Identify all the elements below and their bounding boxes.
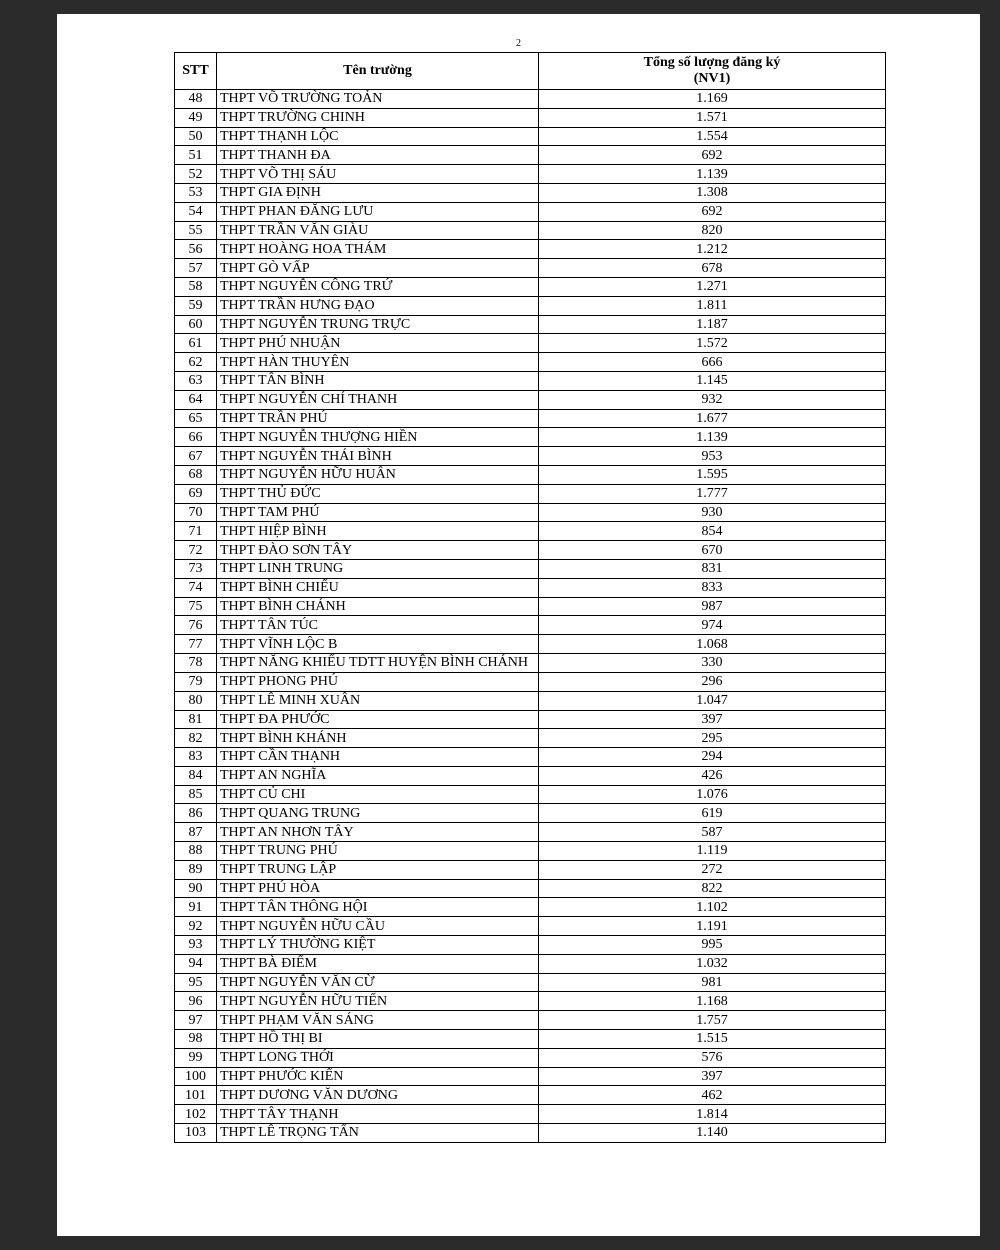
table-row (175, 898, 886, 917)
table-row (175, 108, 886, 127)
row-total: 294 (539, 748, 886, 767)
row-school-name: THPT NGUYỄN CÔNG TRỨ (217, 277, 539, 296)
row-total: 1.677 (539, 409, 886, 428)
table-row (175, 503, 886, 522)
table-row (175, 917, 886, 936)
row-total: 330 (539, 653, 886, 672)
row-school-name: THPT NĂNG KHIẾU TDTT HUYỆN BÌNH CHÁNH (217, 653, 539, 672)
row-total: 1.777 (539, 484, 886, 503)
table-row (175, 992, 886, 1011)
row-school-name: THPT QUANG TRUNG (217, 804, 539, 823)
row-total: 831 (539, 559, 886, 578)
row-stt: 77 (175, 635, 217, 654)
row-total: 1.140 (539, 1124, 886, 1143)
row-total: 296 (539, 672, 886, 691)
row-school-name: THPT PHONG PHÚ (217, 672, 539, 691)
row-school-name: THPT TRẦN VĂN GIÀU (217, 221, 539, 240)
row-total: 995 (539, 936, 886, 955)
row-stt: 51 (175, 146, 217, 165)
row-school-name: THPT PHẠM VĂN SÁNG (217, 1011, 539, 1030)
table-row (175, 597, 886, 616)
row-total: 1.212 (539, 240, 886, 259)
table-row (175, 484, 886, 503)
row-stt: 87 (175, 823, 217, 842)
table-row (175, 860, 886, 879)
table-row (175, 277, 886, 296)
table-row (175, 785, 886, 804)
row-stt: 81 (175, 710, 217, 729)
row-total: 576 (539, 1048, 886, 1067)
row-total: 295 (539, 729, 886, 748)
row-school-name: THPT THẠNH LỘC (217, 127, 539, 146)
row-stt: 88 (175, 842, 217, 861)
row-school-name: THPT TÂN TÚC (217, 616, 539, 635)
row-total: 462 (539, 1086, 886, 1105)
row-total: 981 (539, 973, 886, 992)
row-stt: 98 (175, 1030, 217, 1049)
row-total: 272 (539, 860, 886, 879)
table-row (175, 954, 886, 973)
row-total: 974 (539, 616, 886, 635)
row-stt: 61 (175, 334, 217, 353)
table-row (175, 710, 886, 729)
table-row (175, 165, 886, 184)
row-total: 1.168 (539, 992, 886, 1011)
row-total: 1.102 (539, 898, 886, 917)
row-school-name: THPT TÂN BÌNH (217, 371, 539, 390)
row-school-name: THPT HÀN THUYÊN (217, 353, 539, 372)
row-stt: 97 (175, 1011, 217, 1030)
row-total: 397 (539, 1067, 886, 1086)
table-row (175, 1011, 886, 1030)
row-stt: 94 (175, 954, 217, 973)
table-row (175, 1086, 886, 1105)
table-row (175, 541, 886, 560)
row-school-name: THPT ĐA PHƯỚC (217, 710, 539, 729)
row-stt: 86 (175, 804, 217, 823)
row-school-name: THPT LÊ MINH XUÂN (217, 691, 539, 710)
row-school-name: THPT PHƯỚC KIỂN (217, 1067, 539, 1086)
row-total: 833 (539, 578, 886, 597)
row-total: 1.047 (539, 691, 886, 710)
row-total: 1.595 (539, 465, 886, 484)
row-stt: 90 (175, 879, 217, 898)
row-stt: 78 (175, 653, 217, 672)
row-stt: 50 (175, 127, 217, 146)
row-school-name: THPT TRẦN PHÚ (217, 409, 539, 428)
row-stt: 84 (175, 766, 217, 785)
table-row (175, 635, 886, 654)
row-total: 822 (539, 879, 886, 898)
row-stt: 72 (175, 541, 217, 560)
table-row (175, 879, 886, 898)
row-stt: 83 (175, 748, 217, 767)
row-school-name: THPT NGUYỄN HỮU HUÂN (217, 465, 539, 484)
row-school-name: THPT NGUYỄN TRUNG TRỰC (217, 315, 539, 334)
row-total: 1.515 (539, 1030, 886, 1049)
row-stt: 53 (175, 183, 217, 202)
table-row (175, 202, 886, 221)
table-row (175, 842, 886, 861)
header-total-registrations (539, 53, 886, 90)
row-total: 587 (539, 823, 886, 842)
row-school-name: THPT NGUYỄN THƯỢNG HIỀN (217, 428, 539, 447)
row-stt: 60 (175, 315, 217, 334)
row-total: 1.068 (539, 635, 886, 654)
row-school-name: THPT PHÚ NHUẬN (217, 334, 539, 353)
row-total: 1.757 (539, 1011, 886, 1030)
table-row (175, 390, 886, 409)
row-stt: 69 (175, 484, 217, 503)
row-school-name: THPT THANH ĐA (217, 146, 539, 165)
row-stt: 55 (175, 221, 217, 240)
row-stt: 54 (175, 202, 217, 221)
row-school-name: THPT HOÀNG HOA THÁM (217, 240, 539, 259)
row-stt: 63 (175, 371, 217, 390)
row-school-name: THPT GIA ĐỊNH (217, 183, 539, 202)
row-total: 1.571 (539, 108, 886, 127)
row-school-name: THPT HIỆP BÌNH (217, 522, 539, 541)
row-total: 1.139 (539, 428, 886, 447)
table-row (175, 672, 886, 691)
table-row (175, 371, 886, 390)
row-stt: 79 (175, 672, 217, 691)
row-stt: 101 (175, 1086, 217, 1105)
row-school-name: THPT LÝ THƯỜNG KIỆT (217, 936, 539, 955)
row-total: 953 (539, 447, 886, 466)
row-total: 1.811 (539, 296, 886, 315)
row-total: 692 (539, 202, 886, 221)
row-school-name: THPT TAM PHÚ (217, 503, 539, 522)
table-row (175, 146, 886, 165)
row-stt: 64 (175, 390, 217, 409)
row-stt: 52 (175, 165, 217, 184)
row-total: 1.076 (539, 785, 886, 804)
row-school-name: THPT LÊ TRỌNG TẤN (217, 1124, 539, 1143)
table-row (175, 973, 886, 992)
row-school-name: THPT BÌNH CHIỂU (217, 578, 539, 597)
row-stt: 92 (175, 917, 217, 936)
table-row (175, 766, 886, 785)
row-total: 619 (539, 804, 886, 823)
table-row (175, 616, 886, 635)
row-stt: 57 (175, 259, 217, 278)
row-stt: 85 (175, 785, 217, 804)
table-row (175, 127, 886, 146)
row-school-name: THPT TRẦN HƯNG ĐẠO (217, 296, 539, 315)
row-stt: 59 (175, 296, 217, 315)
row-stt: 49 (175, 108, 217, 127)
row-school-name: THPT AN NGHĨA (217, 766, 539, 785)
page-number: 2 (516, 38, 521, 49)
row-school-name: THPT BÌNH KHÁNH (217, 729, 539, 748)
row-total: 1.814 (539, 1105, 886, 1124)
row-stt: 65 (175, 409, 217, 428)
row-total: 426 (539, 766, 886, 785)
row-total: 1.145 (539, 371, 886, 390)
row-school-name: THPT CỦ CHI (217, 785, 539, 804)
row-total: 670 (539, 541, 886, 560)
row-total: 1.119 (539, 842, 886, 861)
row-stt: 99 (175, 1048, 217, 1067)
table-row (175, 353, 886, 372)
row-school-name: THPT LINH TRUNG (217, 559, 539, 578)
row-school-name: THPT AN NHƠN TÂY (217, 823, 539, 842)
header-stt: STT (175, 53, 217, 90)
row-school-name: THPT BÀ ĐIỂM (217, 954, 539, 973)
row-school-name: THPT DƯƠNG VĂN DƯƠNG (217, 1086, 539, 1105)
row-stt: 66 (175, 428, 217, 447)
table-row (175, 296, 886, 315)
row-stt: 82 (175, 729, 217, 748)
table-row (175, 1105, 886, 1124)
row-school-name: THPT TRUNG PHÚ (217, 842, 539, 861)
table-row (175, 748, 886, 767)
row-school-name: THPT CẦN THẠNH (217, 748, 539, 767)
header-total-line2: (NV1) (693, 71, 731, 86)
row-total: 692 (539, 146, 886, 165)
row-stt: 80 (175, 691, 217, 710)
row-stt: 93 (175, 936, 217, 955)
row-stt: 102 (175, 1105, 217, 1124)
row-stt: 74 (175, 578, 217, 597)
table-row (175, 447, 886, 466)
row-school-name: THPT GÒ VẤP (217, 259, 539, 278)
row-total: 1.032 (539, 954, 886, 973)
table-body (175, 90, 886, 1143)
table-row (175, 90, 886, 109)
row-school-name: THPT TÂN THÔNG HỘI (217, 898, 539, 917)
row-total: 1.308 (539, 183, 886, 202)
table-row (175, 259, 886, 278)
row-school-name: THPT NGUYỄN CHÍ THANH (217, 390, 539, 409)
row-total: 666 (539, 353, 886, 372)
row-stt: 95 (175, 973, 217, 992)
row-stt: 58 (175, 277, 217, 296)
row-school-name: THPT NGUYỄN THÁI BÌNH (217, 447, 539, 466)
row-school-name: THPT TRUNG LẬP (217, 860, 539, 879)
row-stt: 89 (175, 860, 217, 879)
row-school-name: THPT NGUYỄN VĂN CỪ (217, 973, 539, 992)
table-row (175, 334, 886, 353)
row-total: 932 (539, 390, 886, 409)
table-row (175, 559, 886, 578)
table-row (175, 183, 886, 202)
table-row (175, 729, 886, 748)
row-total: 1.139 (539, 165, 886, 184)
row-total: 987 (539, 597, 886, 616)
document-page (57, 14, 980, 1236)
header-school-name: Tên trường (217, 53, 539, 90)
row-stt: 73 (175, 559, 217, 578)
row-stt: 76 (175, 616, 217, 635)
row-stt: 100 (175, 1067, 217, 1086)
row-school-name: THPT PHÚ HÒA (217, 879, 539, 898)
row-school-name: THPT NGUYỄN HỮU TIẾN (217, 992, 539, 1011)
row-school-name: THPT NGUYỄN HỮU CẦU (217, 917, 539, 936)
row-total: 1.191 (539, 917, 886, 936)
row-stt: 91 (175, 898, 217, 917)
row-stt: 62 (175, 353, 217, 372)
table-row (175, 1067, 886, 1086)
row-school-name: THPT LONG THỚI (217, 1048, 539, 1067)
row-school-name: THPT ĐÀO SƠN TÂY (217, 541, 539, 560)
row-stt: 71 (175, 522, 217, 541)
row-school-name: THPT HỒ THỊ BI (217, 1030, 539, 1049)
row-school-name: THPT TÂY THẠNH (217, 1105, 539, 1124)
table-row (175, 1048, 886, 1067)
row-school-name: THPT TRƯỜNG CHINH (217, 108, 539, 127)
row-school-name: THPT VĨNH LỘC B (217, 635, 539, 654)
row-total: 1.554 (539, 127, 886, 146)
row-stt: 103 (175, 1124, 217, 1143)
table-row (175, 653, 886, 672)
table-row (175, 936, 886, 955)
row-total: 1.187 (539, 315, 886, 334)
table-row (175, 428, 886, 447)
table-row (175, 823, 886, 842)
row-school-name: THPT VÕ THỊ SÁU (217, 165, 539, 184)
table-header-row (175, 53, 886, 90)
row-total: 820 (539, 221, 886, 240)
table-row (175, 522, 886, 541)
registration-table (174, 52, 886, 1143)
table-row (175, 1124, 886, 1143)
row-total: 1.271 (539, 277, 886, 296)
table-row (175, 465, 886, 484)
table-row (175, 578, 886, 597)
row-school-name: THPT VÕ TRƯỜNG TOẢN (217, 90, 539, 109)
row-stt: 96 (175, 992, 217, 1011)
table-row (175, 221, 886, 240)
header-total-line1: Tổng số lượng đăng ký (643, 55, 781, 70)
row-total: 1.572 (539, 334, 886, 353)
row-school-name: THPT BÌNH CHÁNH (217, 597, 539, 616)
row-school-name: THPT PHAN ĐĂNG LƯU (217, 202, 539, 221)
table-row (175, 409, 886, 428)
row-school-name: THPT THỦ ĐỨC (217, 484, 539, 503)
row-total: 1.169 (539, 90, 886, 109)
row-total: 397 (539, 710, 886, 729)
row-total: 678 (539, 259, 886, 278)
row-stt: 56 (175, 240, 217, 259)
row-stt: 75 (175, 597, 217, 616)
table-row (175, 691, 886, 710)
row-stt: 48 (175, 90, 217, 109)
table-row (175, 315, 886, 334)
table-row (175, 804, 886, 823)
row-total: 854 (539, 522, 886, 541)
row-stt: 68 (175, 465, 217, 484)
table-row (175, 240, 886, 259)
row-total: 930 (539, 503, 886, 522)
row-stt: 67 (175, 447, 217, 466)
row-stt: 70 (175, 503, 217, 522)
table-row (175, 1030, 886, 1049)
